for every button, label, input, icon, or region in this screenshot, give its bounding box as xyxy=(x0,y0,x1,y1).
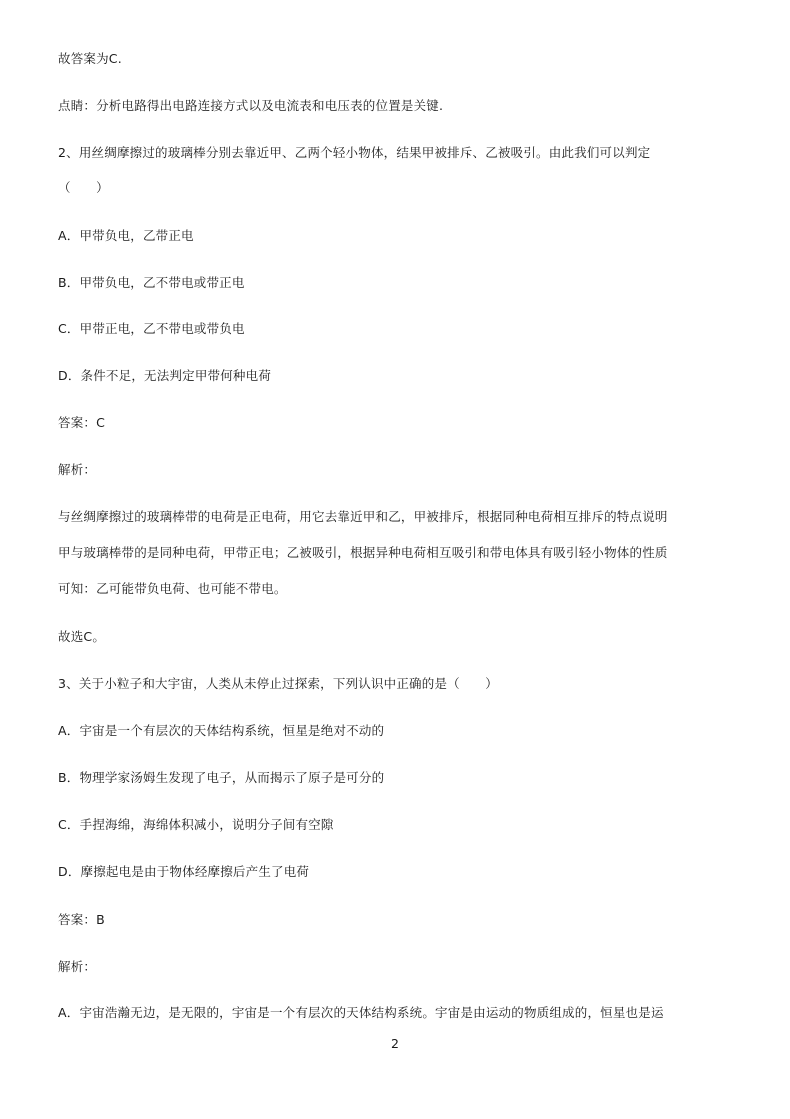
question-3-option-b: B．物理学家汤姆生发现了电子，从而揭示了原子是可分的 xyxy=(58,770,385,785)
question-2-option-c: C．甲带正电，乙不带电或带负电 xyxy=(58,321,245,336)
question-3-analysis-line: A．宇宙浩瀚无边，是无限的，宇宙是一个有层次的天体结构系统。宇宙是由运动的物质组成的，恒星也是运 xyxy=(58,1005,664,1020)
question-3-option-d: D．摩擦起电是由于物体经摩擦后产生了电荷 xyxy=(58,864,310,879)
question-2-analysis-paragraph xyxy=(58,509,738,617)
question-3-option-c: C．手捏海绵，海绵体积减小，说明分子间有空隙 xyxy=(58,817,334,832)
question-2-analysis-label: 解析： xyxy=(58,462,97,477)
question-2-option-b: B．甲带负电，乙不带电或带正电 xyxy=(58,275,245,290)
question-2-blank: （ ） xyxy=(58,180,109,195)
previous-answer-conclusion: 故答案为C. xyxy=(58,51,122,66)
question-3-analysis-label: 解析： xyxy=(58,959,97,974)
page-number: 2 xyxy=(391,1036,399,1051)
question-3-answer: 答案：B xyxy=(58,912,105,927)
analysis-line: 与丝绸摩擦过的玻璃棒带的电荷是正电荷，用它去靠近甲和乙，甲被排斥，根据同种电荷相互排斥的特点说明 xyxy=(58,509,668,524)
question-3-stem: 3、关于小粒子和大宇宙，人类从未停止过探索，下列认识中正确的是（ ） xyxy=(58,676,498,691)
question-3-option-a: A．宇宙是一个有层次的天体结构系统，恒星是绝对不动的 xyxy=(58,723,385,738)
previous-answer-comment: 点睛：分析电路得出电路连接方式以及电流表和电压表的位置是关键. xyxy=(58,98,444,113)
analysis-line: 可知：乙可能带负电荷、也可能不带电。 xyxy=(58,581,287,596)
analysis-line: 甲与玻璃棒带的是同种电荷，甲带正电；乙被吸引，根据异种电荷相互吸引和带电体具有吸引轻小物体的性质 xyxy=(58,545,668,560)
question-2-conclusion: 故选C。 xyxy=(58,629,106,644)
question-2-stem: 2、用丝绸摩擦过的玻璃棒分别去靠近甲、乙两个轻小物体，结果甲被排斥、乙被吸引。由此我们可以判定 xyxy=(58,145,651,160)
question-2-option-a: A．甲带负电，乙带正电 xyxy=(58,228,194,243)
question-2-option-d: D．条件不足，无法判定甲带何种电荷 xyxy=(58,368,272,383)
question-2-answer: 答案：C xyxy=(58,415,106,430)
